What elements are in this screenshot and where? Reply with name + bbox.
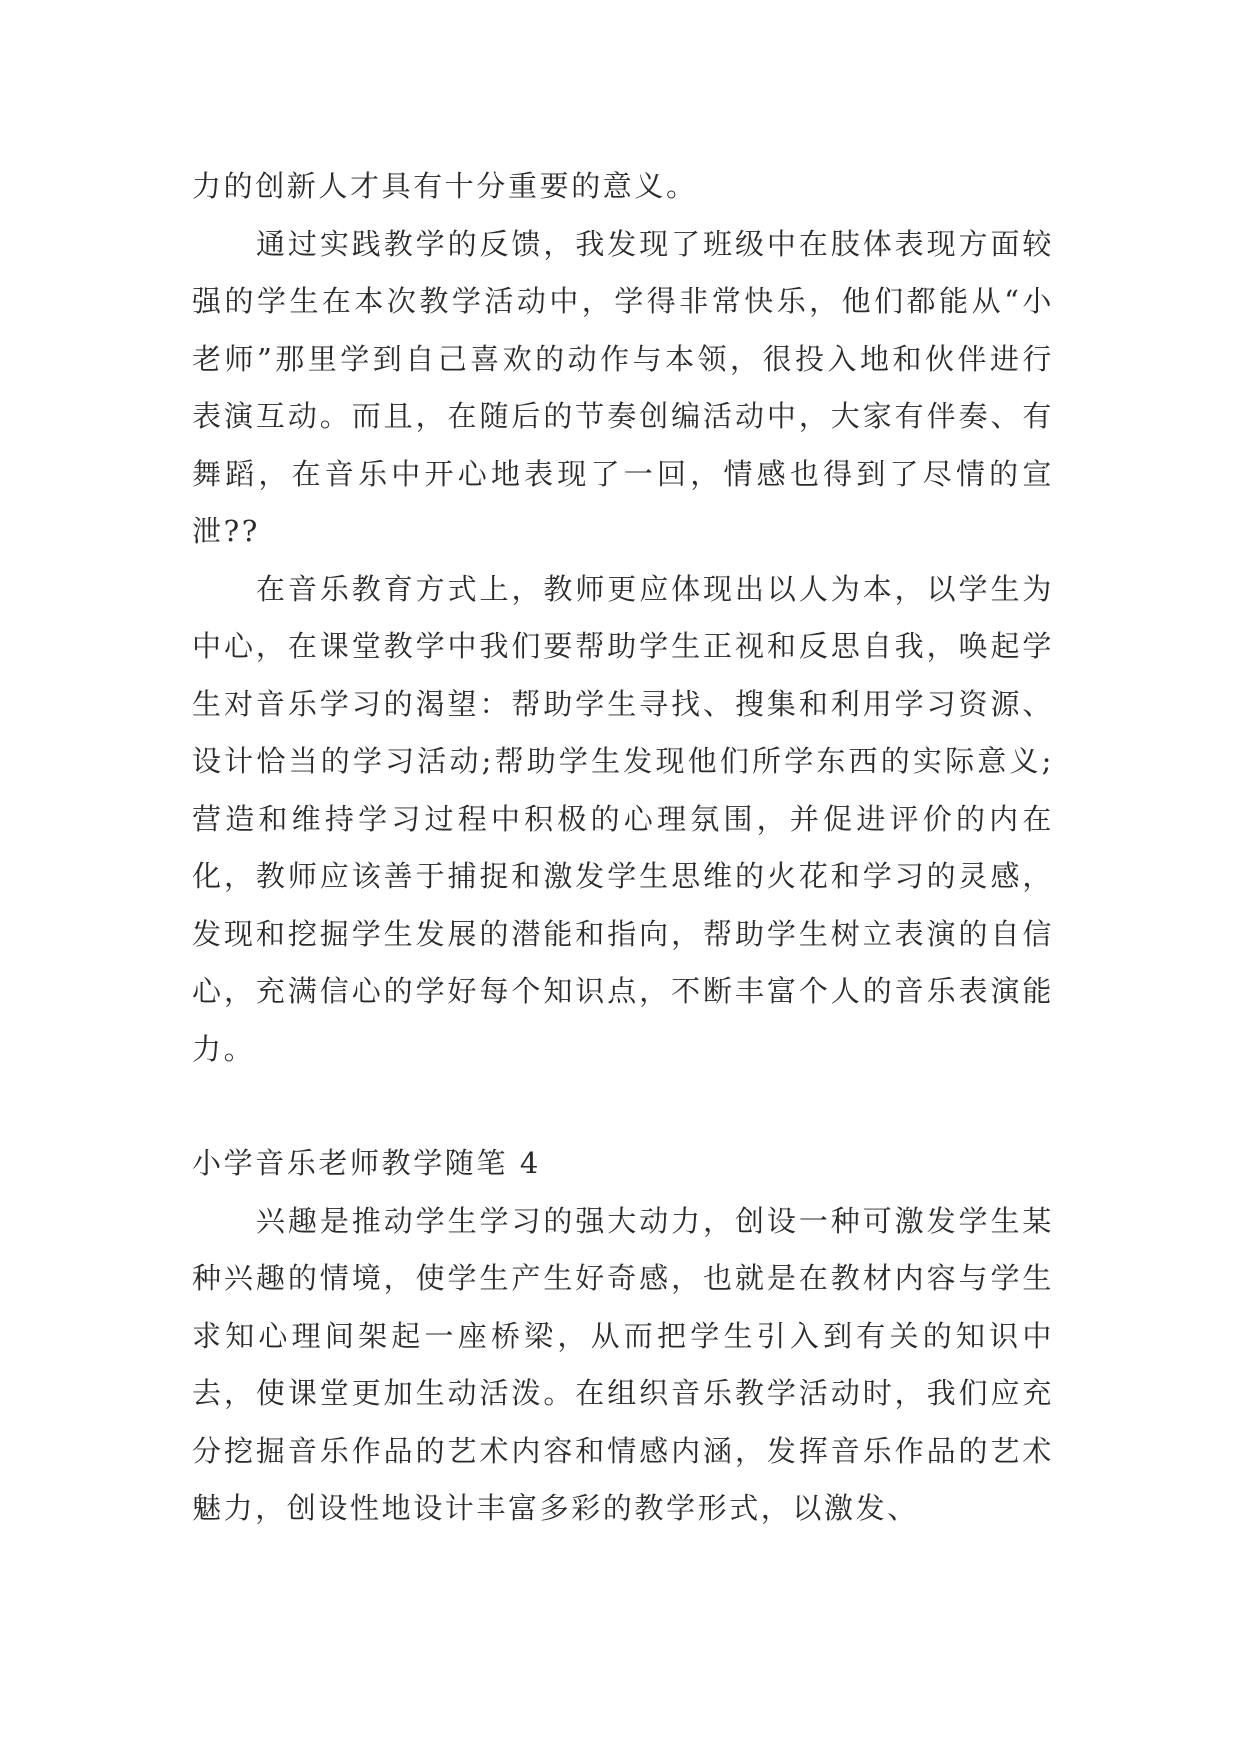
paragraph-continuation: 力的创新人才具有十分重要的意义。	[192, 169, 698, 203]
paragraph-feedback: 通过实践教学的反馈，我发现了班级中在肢体表现方面较强的学生在本次教学活动中，学得非常快乐，他们都能从“小老师”那里学到自己喜欢的动作与本领，很投入地和伙伴进行表演互动。而且，在随后的节奏创编活动中，大家有伴奏、有舞蹈，在音乐中开心地表现了一回，情感也得到了尽情的宣泄??	[192, 226, 1054, 548]
paragraph-interest: 兴趣是推动学生学习的强大动力，创设一种可激发学生某种兴趣的情境，使学生产生好奇感，也就是在教材内容与学生求知心理间架起一座桥梁，从而把学生引入到有关的知识中去，使课堂更加生动活泼。在组织音乐教学活动时，我们应充分挖掘音乐作品的艺术内容和情感内涵，发挥音乐作品的艺术魅力，创设性地设计丰富多彩的教学形式，以激发、	[192, 1203, 1054, 1525]
paragraph-teaching-method: 在音乐教育方式上，教师更应体现出以人为本，以学生为中心，在课堂教学中我们要帮助学生正视和反思自我，唤起学生对音乐学习的渴望：帮助学生寻找、搜集和利用学习资源、设计恰当的学习活动;帮助学生发现他们所学东西的实际意义;营造和维持学习过程中积极的心理氛围，并促进评价的内在化，教师应该善于捕捉和激发学生思维的火花和学习的灵感，发现和挖掘学生发展的潜能和指向，帮助学生树立表演的自信心，充满信心的学好每个知识点，不断丰富个人的音乐表演能力。	[192, 571, 1054, 1066]
document-body	[192, 158, 1054, 1538]
section-heading: 小学音乐老师教学随笔 4	[192, 1146, 541, 1180]
